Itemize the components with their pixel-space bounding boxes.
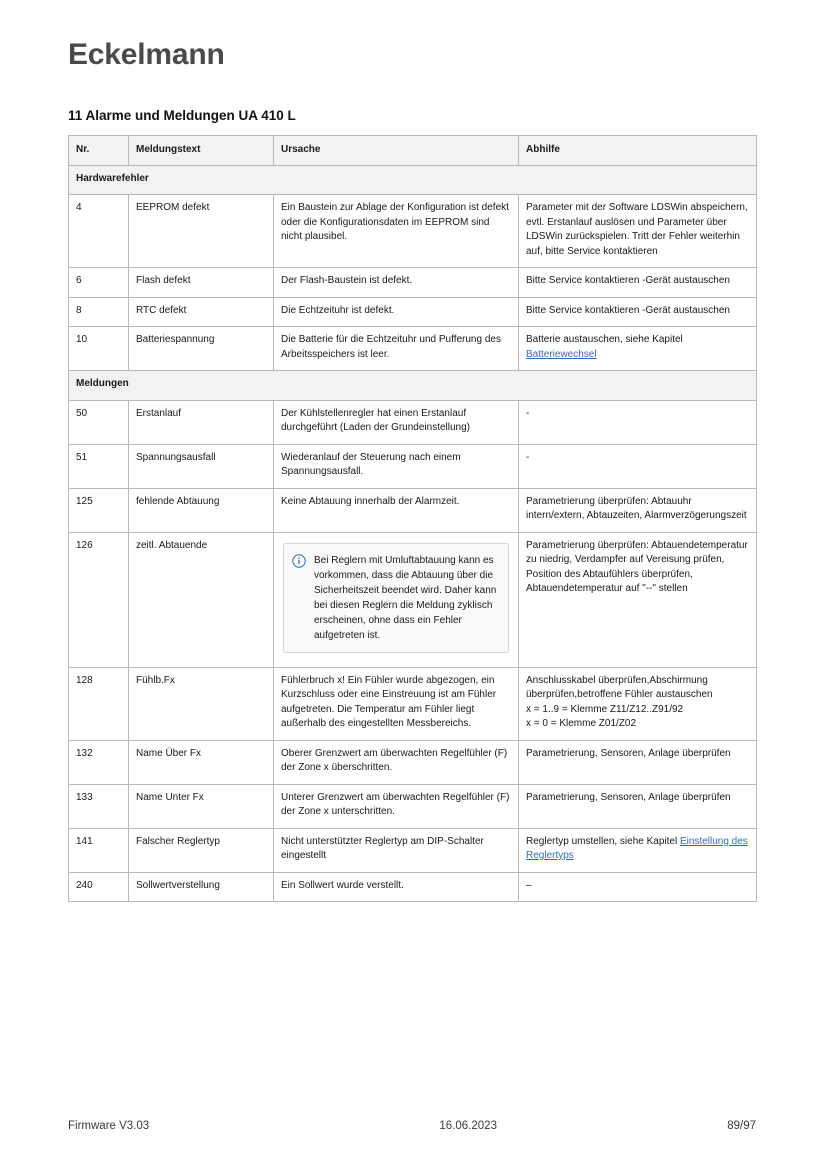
footer-date: 16.06.2023 — [439, 1120, 497, 1132]
cell-nr: 128 — [69, 667, 129, 740]
cell-abhilfe: - — [519, 444, 757, 488]
cell-ursache: Die Echtzeituhr ist defekt. — [274, 297, 519, 327]
cell-abhilfe: – — [519, 872, 757, 902]
table-row — [69, 195, 757, 268]
table-row — [69, 488, 757, 532]
info-icon — [292, 554, 306, 568]
remedy-text: Reglertyp umstellen, siehe Kapitel — [526, 835, 680, 847]
cell-nr: 50 — [69, 400, 129, 444]
company-logo: Eckelmann — [68, 38, 225, 71]
group-label-hardwarefehler: Hardwarefehler — [69, 165, 757, 195]
cell-ursache: Wiederanlauf der Steuerung nach einem Spannungsausfall. — [274, 444, 519, 488]
remedy-detail-2: x = 0 = Klemme Z01/Z02 — [526, 718, 637, 729]
footer-firmware: Firmware V3.03 — [68, 1120, 150, 1132]
cell-ursache: Unterer Grenzwert am überwachten Regelfühler (F) der Zone x unterschritten. — [274, 784, 519, 828]
cell-abhilfe: Bitte Service kontaktieren -Gerät austauschen — [519, 268, 757, 298]
cell-abhilfe: Parametrierung überprüfen: Abtauuhr intern/extern, Abtauzeiten, Alarmverzögerungszeit — [519, 488, 757, 532]
column-header-abhilfe: Abhilfe — [519, 136, 757, 166]
cell-ursache: Keine Abtauung innerhalb der Alarmzeit. — [274, 488, 519, 532]
table-header-row — [69, 136, 757, 166]
cell-ursache: Ein Sollwert wurde verstellt. — [274, 872, 519, 902]
cell-nr: 10 — [69, 327, 129, 371]
column-header-ursache: Ursache — [274, 136, 519, 166]
table-row — [69, 532, 757, 667]
remedy-text: Anschlusskabel überprüfen,Abschirmung überprüfen,betroffene Fühler austauschen — [526, 674, 713, 700]
cell-ursache: Ein Baustein zur Ablage der Konfiguration ist defekt oder die Konfigurationsdaten im EEPROM sind nicht plausibel. — [274, 195, 519, 268]
cell-abhilfe: Parametrierung überprüfen: Abtauendetemperatur zu niedrig, Verdampfer auf Vereisung prüfen, Position des Abtaufühlers überprüfen, Abtauendetemperatur auf "--" stellen — [519, 532, 757, 667]
remedy-text: Batterie austauschen, siehe Kapitel — [526, 334, 683, 345]
remedy-detail-1: x = 1..9 = Klemme Z11/Z12..Z91/92 — [526, 703, 684, 715]
cell-abhilfe — [519, 828, 757, 872]
info-note-text: Bei Reglern mit Umluftabtauung kann es vorkommen, dass die Abtauung über die Sicherheitszeit beendet wird. Daher kann bei diesen Reglern die Meldung zyklisch erscheinen, ohne dass ein Fehler aufgetreten ist. — [314, 554, 497, 641]
table-row — [69, 327, 757, 371]
link-batteriewechsel[interactable]: Batteriewechsel — [526, 348, 597, 360]
table-row — [69, 828, 757, 872]
table-row — [69, 872, 757, 902]
cell-ursache — [274, 532, 519, 667]
cell-nr: 132 — [69, 740, 129, 784]
cell-abhilfe — [519, 327, 757, 371]
cell-nr: 4 — [69, 195, 129, 268]
info-note — [283, 543, 509, 653]
cell-meldungstext: Flash defekt — [129, 268, 274, 298]
table-row — [69, 268, 757, 298]
cell-meldungstext: Falscher Reglertyp — [129, 828, 274, 872]
cell-nr: 240 — [69, 872, 129, 902]
cell-meldungstext: Erstanlauf — [129, 400, 274, 444]
cell-nr: 126 — [69, 532, 129, 667]
table-row — [69, 297, 757, 327]
column-header-meldungstext: Meldungstext — [129, 136, 274, 166]
cell-meldungstext: Name Unter Fx — [129, 784, 274, 828]
page-content — [68, 108, 756, 902]
table-row — [69, 784, 757, 828]
cell-nr: 141 — [69, 828, 129, 872]
group-label-meldungen: Meldungen — [69, 371, 757, 401]
cell-meldungstext: EEPROM defekt — [129, 195, 274, 268]
table-group-row — [69, 371, 757, 401]
cell-ursache: Die Batterie für die Echtzeituhr und Pufferung des Arbeitsspeichers ist leer. — [274, 327, 519, 371]
cell-abhilfe: Parameter mit der Software LDSWin abspeichern, evtl. Erstanlauf auslösen und Parameter über LDSWin zurückspielen. Tritt der Fehler weiterhin auf, bitte Service kontaktieren — [519, 195, 757, 268]
cell-nr: 8 — [69, 297, 129, 327]
cell-meldungstext: Sollwertverstellung — [129, 872, 274, 902]
table-row — [69, 400, 757, 444]
cell-meldungstext: Name Über Fx — [129, 740, 274, 784]
table-group-row — [69, 165, 757, 195]
cell-abhilfe — [519, 667, 757, 740]
cell-abhilfe: - — [519, 400, 757, 444]
page-title: 11 Alarme und Meldungen UA 410 L — [68, 108, 296, 123]
cell-meldungstext: zeitl. Abtauende — [129, 532, 274, 667]
footer-page-number: 89/97 — [727, 1120, 756, 1132]
cell-meldungstext: RTC defekt — [129, 297, 274, 327]
cell-nr: 133 — [69, 784, 129, 828]
cell-abhilfe: Bitte Service kontaktieren -Gerät austauschen — [519, 297, 757, 327]
cell-abhilfe: Parametrierung, Sensoren, Anlage überprüfen — [519, 740, 757, 784]
column-header-nr: Nr. — [69, 136, 129, 166]
cell-nr: 6 — [69, 268, 129, 298]
cell-ursache: Der Kühlstellenregler hat einen Erstanlauf durchgeführt (Laden der Grundeinstellung) — [274, 400, 519, 444]
table-row — [69, 444, 757, 488]
cell-meldungstext: fehlende Abtauung — [129, 488, 274, 532]
link-einstellung-des-reglertyps[interactable]: Einstellung des Reglertyps — [526, 835, 748, 861]
cell-abhilfe: Parametrierung, Sensoren, Anlage überprüfen — [519, 784, 757, 828]
table-row — [69, 740, 757, 784]
cell-meldungstext: Spannungsausfall — [129, 444, 274, 488]
cell-nr: 125 — [69, 488, 129, 532]
cell-ursache: Der Flash-Baustein ist defekt. — [274, 268, 519, 298]
cell-nr: 51 — [69, 444, 129, 488]
cell-meldungstext: Batteriespannung — [129, 327, 274, 371]
alarms-table — [68, 135, 757, 902]
cell-ursache: Nicht unterstützter Reglertyp am DIP-Schalter eingestellt — [274, 828, 519, 872]
table-row — [69, 667, 757, 740]
cell-ursache: Oberer Grenzwert am überwachten Regelfühler (F) der Zone x überschritten. — [274, 740, 519, 784]
page-footer — [68, 1120, 756, 1132]
cell-ursache: Fühlerbruch x! Ein Fühler wurde abgezogen, ein Kurzschluss oder eine Einstreuung ist am Fühler aufgetreten. Die Temperatur am Fühler liegt außerhalb des eingestellten Messbereichs. — [274, 667, 519, 740]
cell-meldungstext: Fühlb.Fx — [129, 667, 274, 740]
